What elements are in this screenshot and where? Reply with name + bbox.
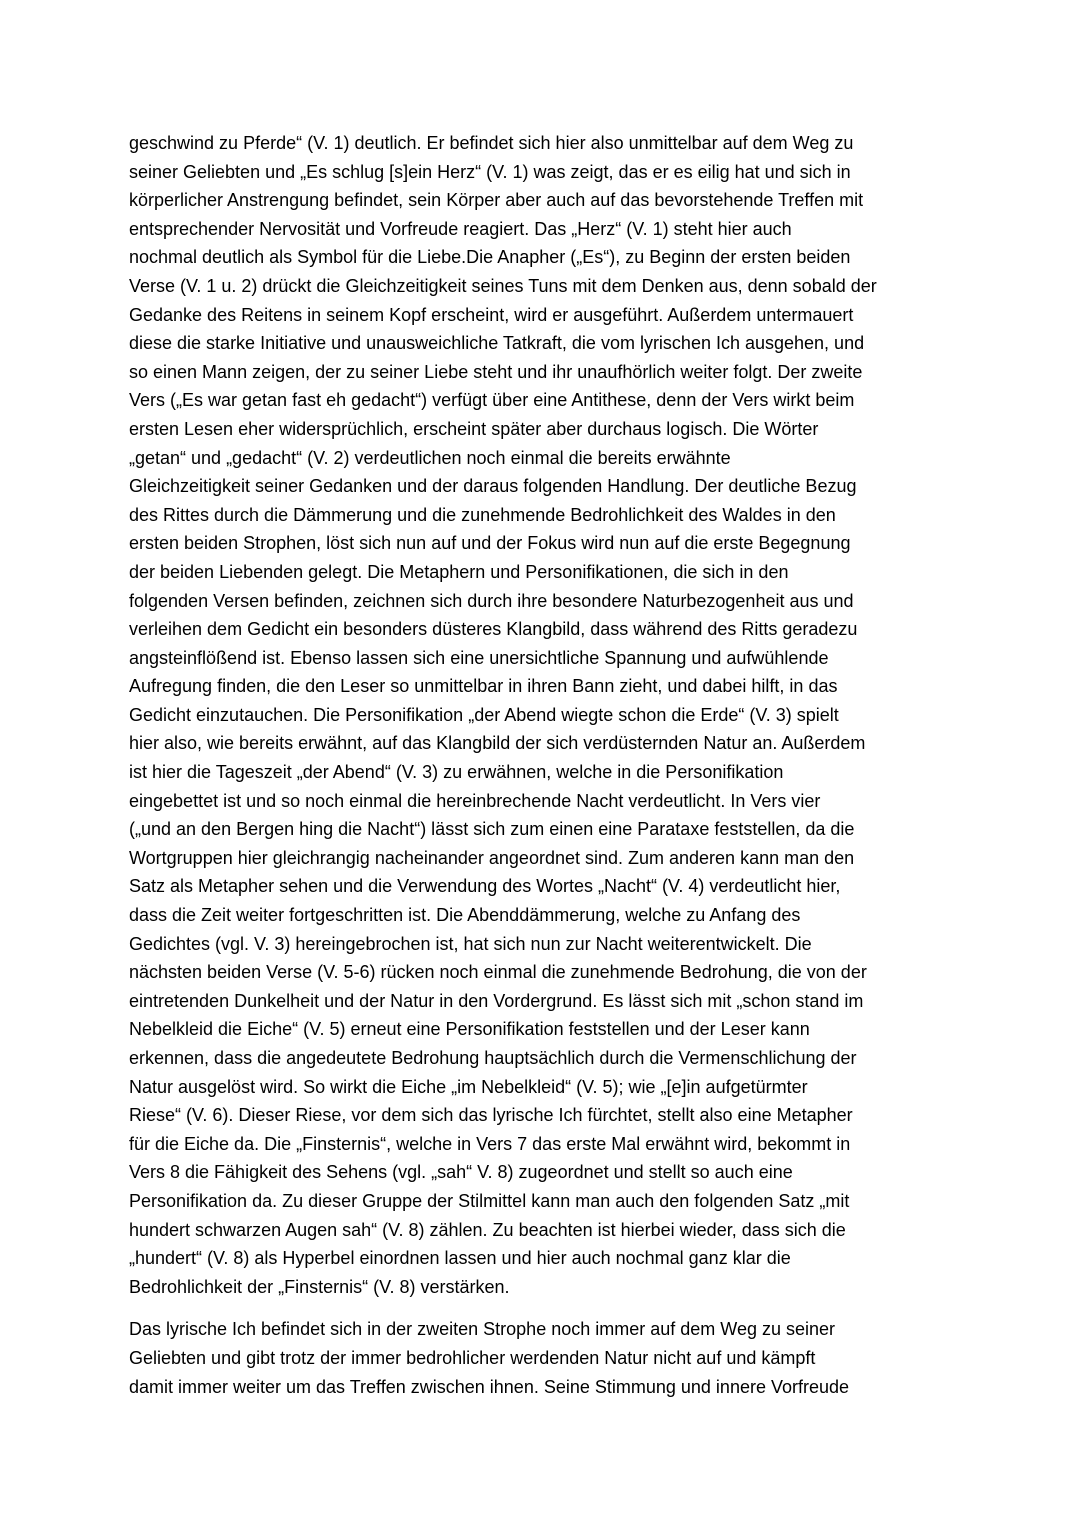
text-line: „hundert“ (V. 8) als Hyperbel einordnen lassen und hier auch nochmal ganz klar die bbox=[129, 1248, 791, 1269]
text-line: Natur ausgelöst wird. So wirkt die Eiche „im Nebelkleid“ (V. 5); wie „[e]in aufgetürmter bbox=[129, 1076, 808, 1097]
text-line: Geliebten und gibt trotz der immer bedrohlicher werdenden Natur nicht auf und kämpft bbox=[129, 1347, 816, 1368]
text-line: Das lyrische Ich befindet sich in der zweiten Strophe noch immer auf dem Weg zu seiner bbox=[129, 1319, 835, 1340]
text-line: Personifikation da. Zu dieser Gruppe der Stilmittel kann man auch den folgenden Satz „mit bbox=[129, 1190, 850, 1211]
text-line: diese die starke Initiative und unausweichliche Tatkraft, die vom lyrischen Ich ausgehen, und bbox=[129, 333, 865, 354]
text-line: Gedicht einzutauchen. Die Personifikation „der Abend wiegte schon die Erde“ (V. 3) spielt bbox=[129, 704, 839, 725]
text-line: eingebettet ist und so noch einmal die hereinbrechende Nacht verdeutlicht. In Vers vier bbox=[129, 790, 821, 811]
text-line: Gedichtes (vgl. V. 3) hereingebrochen ist, hat sich nun zur Nacht weiterentwickelt. Die bbox=[129, 933, 812, 954]
text-line: verleihen dem Gedicht ein besonders düsteres Klangbild, dass während des Ritts geradezu bbox=[129, 619, 858, 640]
text-line: nächsten beiden Verse (V. 5-6) rücken noch einmal die zunehmende Bedrohung, die von der bbox=[129, 962, 867, 983]
text-line: Vers 8 die Fähigkeit des Sehens (vgl. „sah“ V. 8) zugeordnet und stellt so auch eine bbox=[129, 1162, 793, 1183]
text-line: des Rittes durch die Dämmerung und die zunehmende Bedrohlichkeit des Waldes in den bbox=[129, 504, 836, 525]
text-line: Riese“ (V. 6). Dieser Riese, vor dem sich das lyrische Ich fürchtet, stellt also eine Metapher bbox=[129, 1105, 853, 1126]
text-line: folgenden Versen befinden, zeichnen sich durch ihre besondere Naturbezogenheit aus und bbox=[129, 590, 854, 611]
text-line: eintretenden Dunkelheit und der Natur in den Vordergrund. Es lässt sich mit „schon stand im bbox=[129, 990, 864, 1011]
text-line: dass die Zeit weiter fortgeschritten ist. Die Abenddämmerung, welche zu Anfang des bbox=[129, 905, 801, 926]
text-line: ist hier die Tageszeit „der Abend“ (V. 3) zu erwähnen, welche in die Personifikation bbox=[129, 762, 784, 783]
text-line: erkennen, dass die angedeutete Bedrohung hauptsächlich durch die Vermenschlichung der bbox=[129, 1048, 857, 1068]
text-line: „getan“ und „gedacht“ (V. 2) verdeutlichen noch einmal die bereits erwähnte bbox=[129, 447, 731, 468]
text-line: Bedrohlichkeit der „Finsternis“ (V. 8) verstärken. bbox=[129, 1276, 510, 1297]
text-line: hundert schwarzen Augen sah“ (V. 8) zählen. Zu beachten ist hierbei wieder, dass sich die bbox=[129, 1219, 846, 1240]
paragraph bbox=[129, 129, 959, 1301]
text-line: der beiden Liebenden gelegt. Die Metaphern und Personifikationen, die sich in den bbox=[129, 561, 789, 582]
text-line: („und an den Bergen hing die Nacht“) lässt sich zum einen eine Parataxe feststellen, da die bbox=[129, 819, 855, 840]
paragraph bbox=[129, 1315, 959, 1401]
text-line: Satz als Metapher sehen und die Verwendung des Wortes „Nacht“ (V. 4) verdeutlicht hier, bbox=[129, 876, 841, 897]
document-page bbox=[129, 129, 959, 1401]
text-line: Verse (V. 1 u. 2) drückt die Gleichzeitigkeit seines Tuns mit dem Denken aus, denn sobald der bbox=[129, 275, 877, 296]
text-line: Aufregung finden, die den Leser so unmittelbar in ihren Bann zieht, und dabei hilft, in das bbox=[129, 676, 838, 697]
text-line: so einen Mann zeigen, der zu seiner Liebe steht und ihr unaufhörlich weiter folgt. Der zweite bbox=[129, 361, 863, 382]
text-line: seiner Geliebten und „Es schlug [s]ein Herz“ (V. 1) was zeigt, das er es eilig hat und sich in bbox=[129, 161, 851, 182]
text-line: Gleichzeitigkeit seiner Gedanken und der daraus folgenden Handlung. Der deutliche Bezug bbox=[129, 476, 857, 497]
text-line: angsteinflößend ist. Ebenso lassen sich eine unersichtliche Spannung und aufwühlende bbox=[129, 647, 829, 668]
text-line: Wortgruppen hier gleichrangig nacheinander angeordnet sind. Zum anderen kann man den bbox=[129, 847, 855, 868]
text-line: körperlicher Anstrengung befindet, sein Körper aber auch auf das bevorstehende Treffen mit bbox=[129, 190, 864, 211]
text-line: ersten Lesen eher widersprüchlich, erscheint später aber durchaus logisch. Die Wörter bbox=[129, 418, 819, 439]
text-line: geschwind zu Pferde“ (V. 1) deutlich. Er befindet sich hier also unmittelbar auf dem Weg zu bbox=[129, 133, 854, 153]
text-line: damit immer weiter um das Treffen zwischen ihnen. Seine Stimmung und innere Vorfreude bbox=[129, 1376, 850, 1397]
text-line: nochmal deutlich als Symbol für die Liebe.Die Anapher („Es“), zu Beginn der ersten beiden bbox=[129, 247, 851, 268]
text-line: hier also, wie bereits erwähnt, auf das Klangbild der sich verdüsternden Natur an. Außerdem bbox=[129, 733, 866, 754]
text-line: entsprechender Nervosität und Vorfreude reagiert. Das „Herz“ (V. 1) steht hier auch bbox=[129, 218, 792, 239]
text-line: Vers („Es war getan fast eh gedacht“) verfügt über eine Antithese, denn der Vers wirkt beim bbox=[129, 390, 855, 411]
text-line: für die Eiche da. Die „Finsternis“, welche in Vers 7 das erste Mal erwähnt wird, bekommt in bbox=[129, 1133, 851, 1154]
text-line: ersten beiden Strophen, löst sich nun auf und der Fokus wird nun auf die erste Begegnung bbox=[129, 533, 851, 554]
text-line: Nebelkleid die Eiche“ (V. 5) erneut eine Personifikation feststellen und der Leser kann bbox=[129, 1019, 810, 1040]
text-line: Gedanke des Reitens in seinem Kopf erscheint, wird er ausgeführt. Außerdem untermauert bbox=[129, 304, 854, 325]
